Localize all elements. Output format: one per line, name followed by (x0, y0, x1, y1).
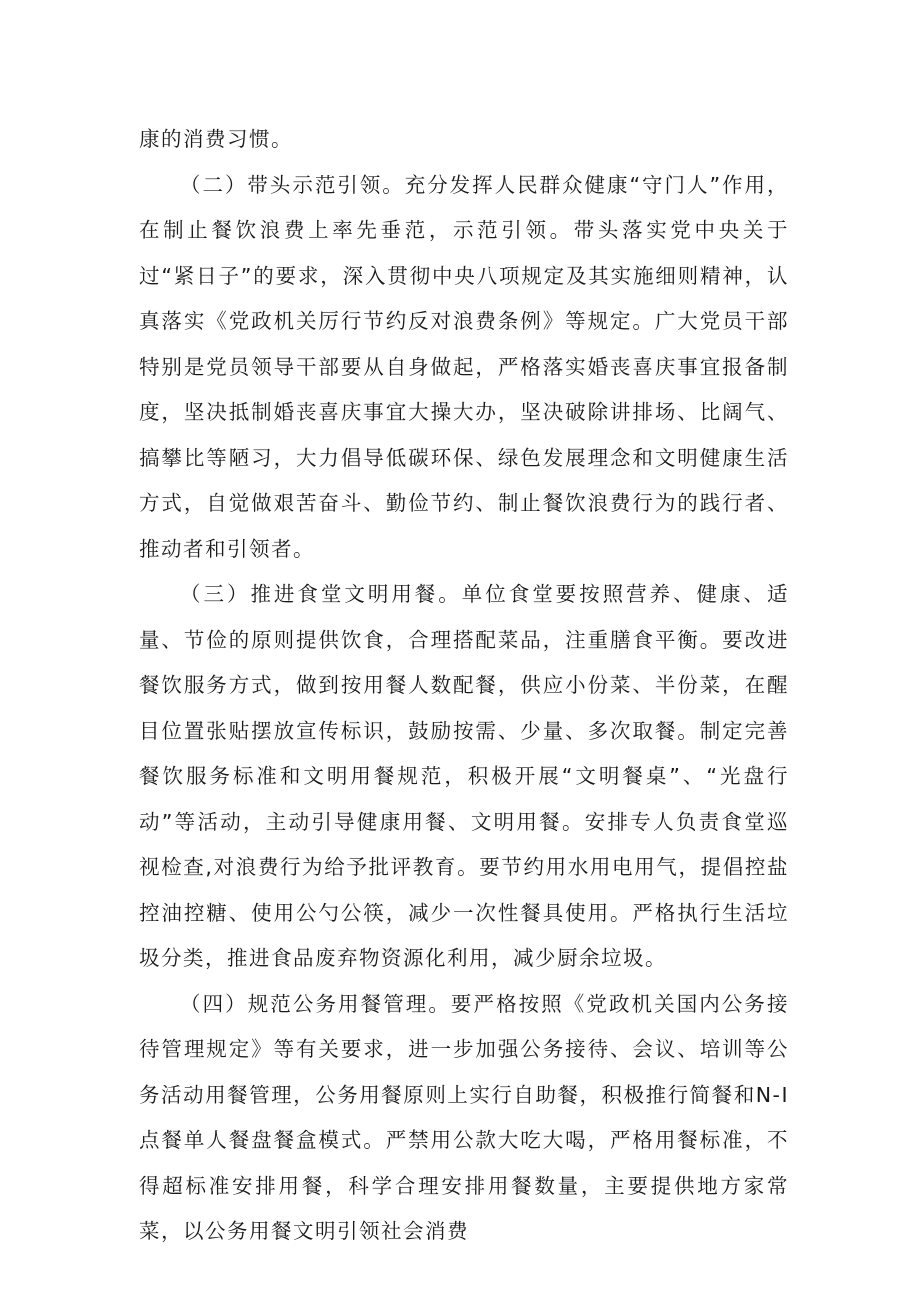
paragraph-section-2: （二）带头示范引领。充分发挥人民群众健康“守门人”作用，在制止餐饮浪费上率先垂范，示范引领。带头落实党中央关于过“紧日子”的要求，深入贯彻中央八项规定及其实施细则精神，认真落实《党政机关厉行节约反对浪费条例》等规定。广大党员干部特别是党员领导干部要从自身做起，严格落实婚丧喜庆事宜报备制度，坚决抵制婚丧喜庆事宜大操大办，坚决破除讲排场、比阔气、搞攀比等陋习，大力倡导低碳环保、绿色发展理念和文明健康生活方式，自觉做艰苦奋斗、勤俭节约、制止餐饮浪费行为的践行者、推动者和引领者。 (139, 172, 789, 561)
paragraph-continuation: 康的消费习惯。 (139, 127, 293, 151)
document-body (139, 117, 789, 1255)
paragraph-section-3: （三）推进食堂文明用餐。单位食堂要按照营养、健康、适量、节俭的原则提供饮食，合理搭配菜品，注重膳食平衡。要改进餐饮服务方式，做到按用餐人数配餐，供应小份菜、半份菜，在醒目位置张贴摆放宣传标识，鼓励按需、少量、多次取餐。制定完善餐饮服务标准和文明用餐规范，积极开展“文明餐桌”、“光盘行动”等活动，主动引导健康用餐、文明用餐。安排专人负责食堂巡视检查,对浪费行为给予批评教育。要节约用水用电用气，提倡控盐控油控糖、使用公勺公筷，减少一次性餐具使用。严格执行生活垃圾分类，推进食品废弃物资源化利用，减少厨余垃圾。 (139, 582, 789, 970)
paragraph-section-4: （四）规范公务用餐管理。要严格按照《党政机关国内公务接待管理规定》等有关要求，进一步加强公务接待、会议、培训等公务活动用餐管理，公务用餐原则上实行自助餐，积极推行简餐和N-I点餐单人餐盘餐盒模式。严禁用公款大吃大喝，严格用餐标准，不得超标准安排用餐，科学合理安排用餐数量，主要提供地方家常菜，以公务用餐文明引领社会消费 (139, 991, 789, 1243)
